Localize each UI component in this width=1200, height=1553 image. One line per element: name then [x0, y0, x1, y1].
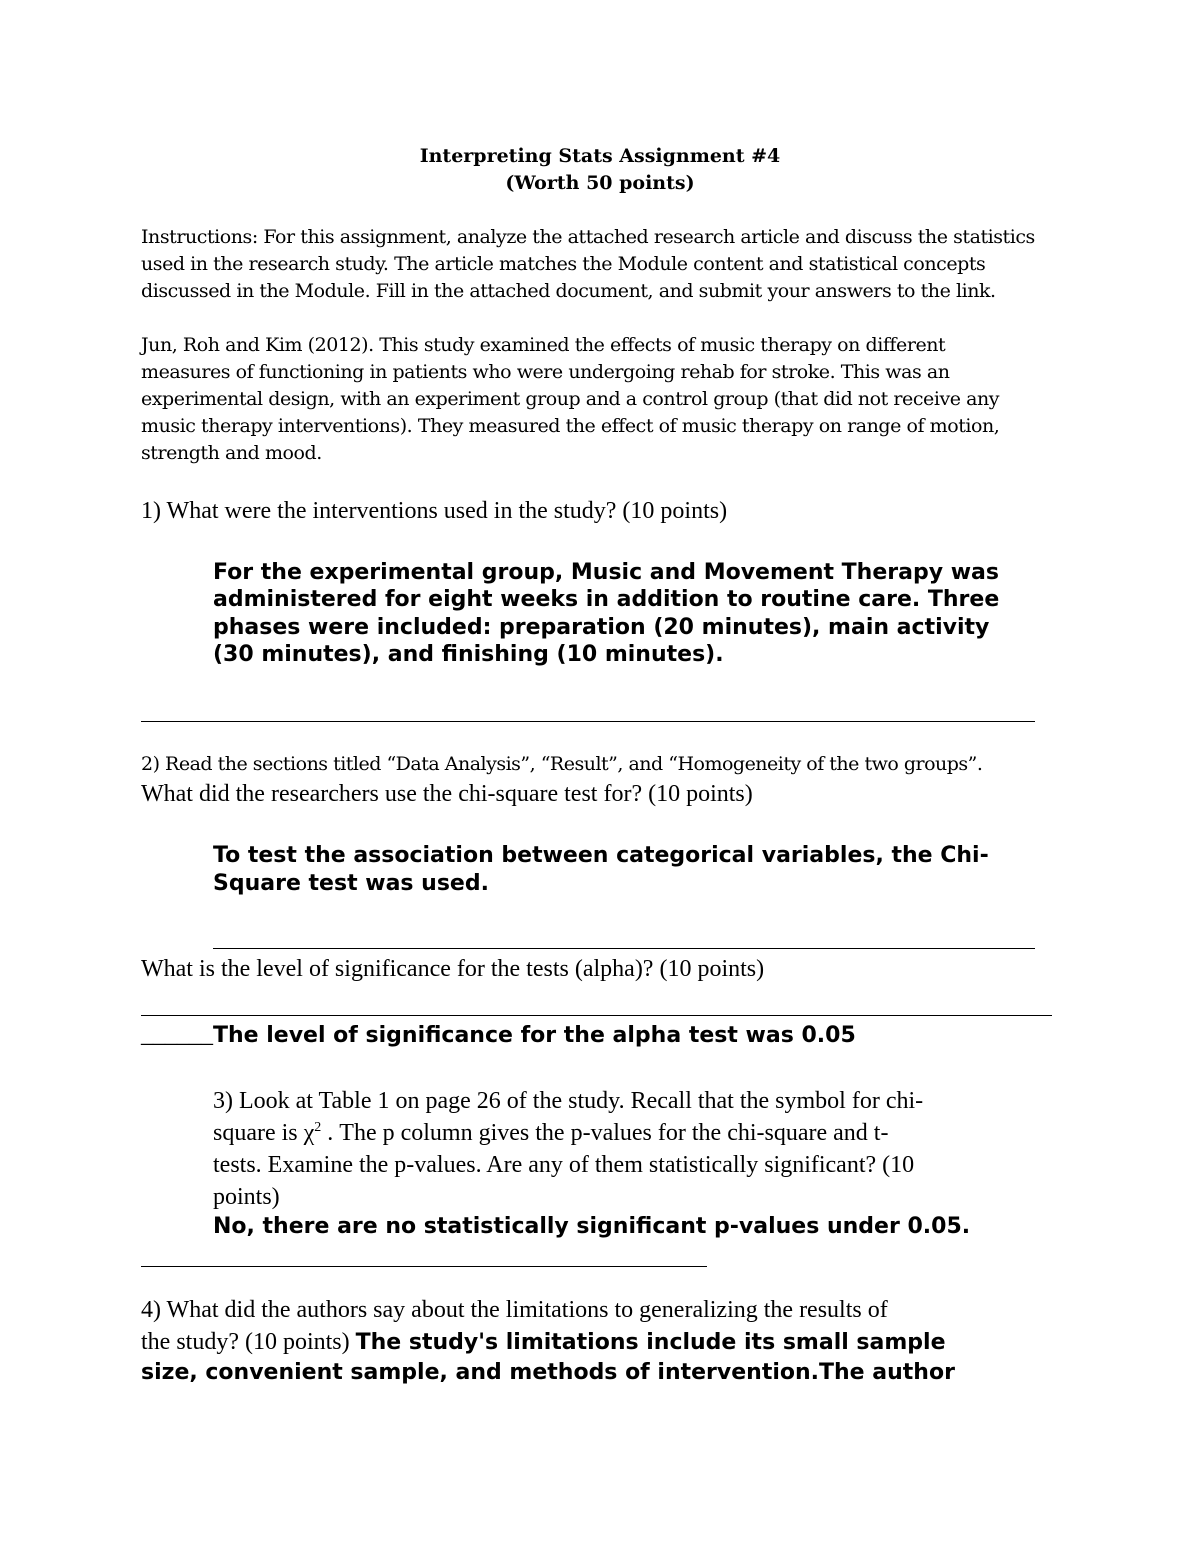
answer-underline — [141, 1266, 707, 1267]
answer-4-start: The study's limitations include its small sample — [355, 1330, 946, 1355]
alpha-answer-line — [141, 1019, 856, 1051]
document-title: Interpreting Stats Assignment #4 — [419, 145, 781, 167]
instructions-line: used in the research study. The article matches the Module content and statistical concepts — [141, 253, 986, 275]
summary-line: measures of functioning in patients who were undergoing rehab for stroke. This was an — [141, 361, 950, 383]
alpha-answer: The level of significance for the alpha test was 0.05 — [213, 1023, 856, 1048]
question-4-line — [141, 1326, 946, 1358]
chi-square-text: square is χ — [213, 1120, 315, 1146]
answer-underline — [141, 721, 1035, 722]
answer-underline — [141, 1015, 1052, 1016]
question-4-tail: the study? (10 points) — [141, 1329, 356, 1355]
answer-1-line: For the experimental group, Music and Movement Therapy was — [213, 560, 999, 585]
summary-line: music therapy interventions). They measured the effect of music therapy on range of motion, — [141, 415, 1000, 437]
document-subtitle: (Worth 50 points) — [505, 172, 695, 194]
answer-3: No, there are no statistically significant p-values under 0.05. — [213, 1214, 971, 1239]
answer-2-line: To test the association between categorical variables, the Chi- — [213, 843, 989, 868]
alpha-question: What is the level of significance for the tests (alpha)? (10 points) — [141, 956, 765, 982]
question-2: What did the researchers use the chi-square test for? (10 points) — [141, 781, 753, 807]
answer-2-line: Square test was used. — [213, 871, 489, 896]
question-3-line: 3) Look at Table 1 on page 26 of the study. Recall that the symbol for chi- — [213, 1088, 924, 1114]
answer-1-line: administered for eight weeks in addition to routine care. Three — [213, 587, 1000, 612]
p-column-text: . The p column gives the p-values for the chi-square and t- — [321, 1120, 889, 1146]
summary-line: experimental design, with an experiment group and a control group (that did not receive any — [141, 388, 1000, 410]
summary-line: strength and mood. — [141, 442, 322, 464]
answer-underline — [213, 948, 1035, 949]
question-3-line — [213, 1117, 888, 1149]
instructions-line: Instructions: For this assignment, analyze the attached research article and discuss the statistics — [141, 226, 1035, 248]
answer-1-line: phases were included: preparation (20 minutes), main activity — [213, 615, 990, 640]
question-1: 1) What were the interventions used in the study? (10 points) — [141, 498, 728, 524]
question-4-line: 4) What did the authors say about the limitations to generalizing the results of — [141, 1297, 888, 1323]
question-3-line: points) — [213, 1184, 280, 1210]
chi-square-exponent: 2 — [314, 1120, 322, 1135]
alpha-blank-prefix: ______ — [141, 1022, 213, 1048]
answer-1-line: (30 minutes), and finishing (10 minutes). — [213, 642, 724, 667]
question-3-line: tests. Examine the p-values. Are any of them statistically significant? (10 — [213, 1152, 915, 1178]
question-2-intro: 2) Read the sections titled “Data Analysis”, “Result”, and “Homogeneity of the two groups”. — [141, 753, 983, 775]
summary-line: Jun, Roh and Kim (2012). This study examined the effects of music therapy on different — [141, 334, 946, 356]
answer-4-line: size, convenient sample, and methods of intervention.The author — [141, 1360, 955, 1385]
instructions-line: discussed in the Module. Fill in the attached document, and submit your answers to the link. — [141, 280, 996, 302]
